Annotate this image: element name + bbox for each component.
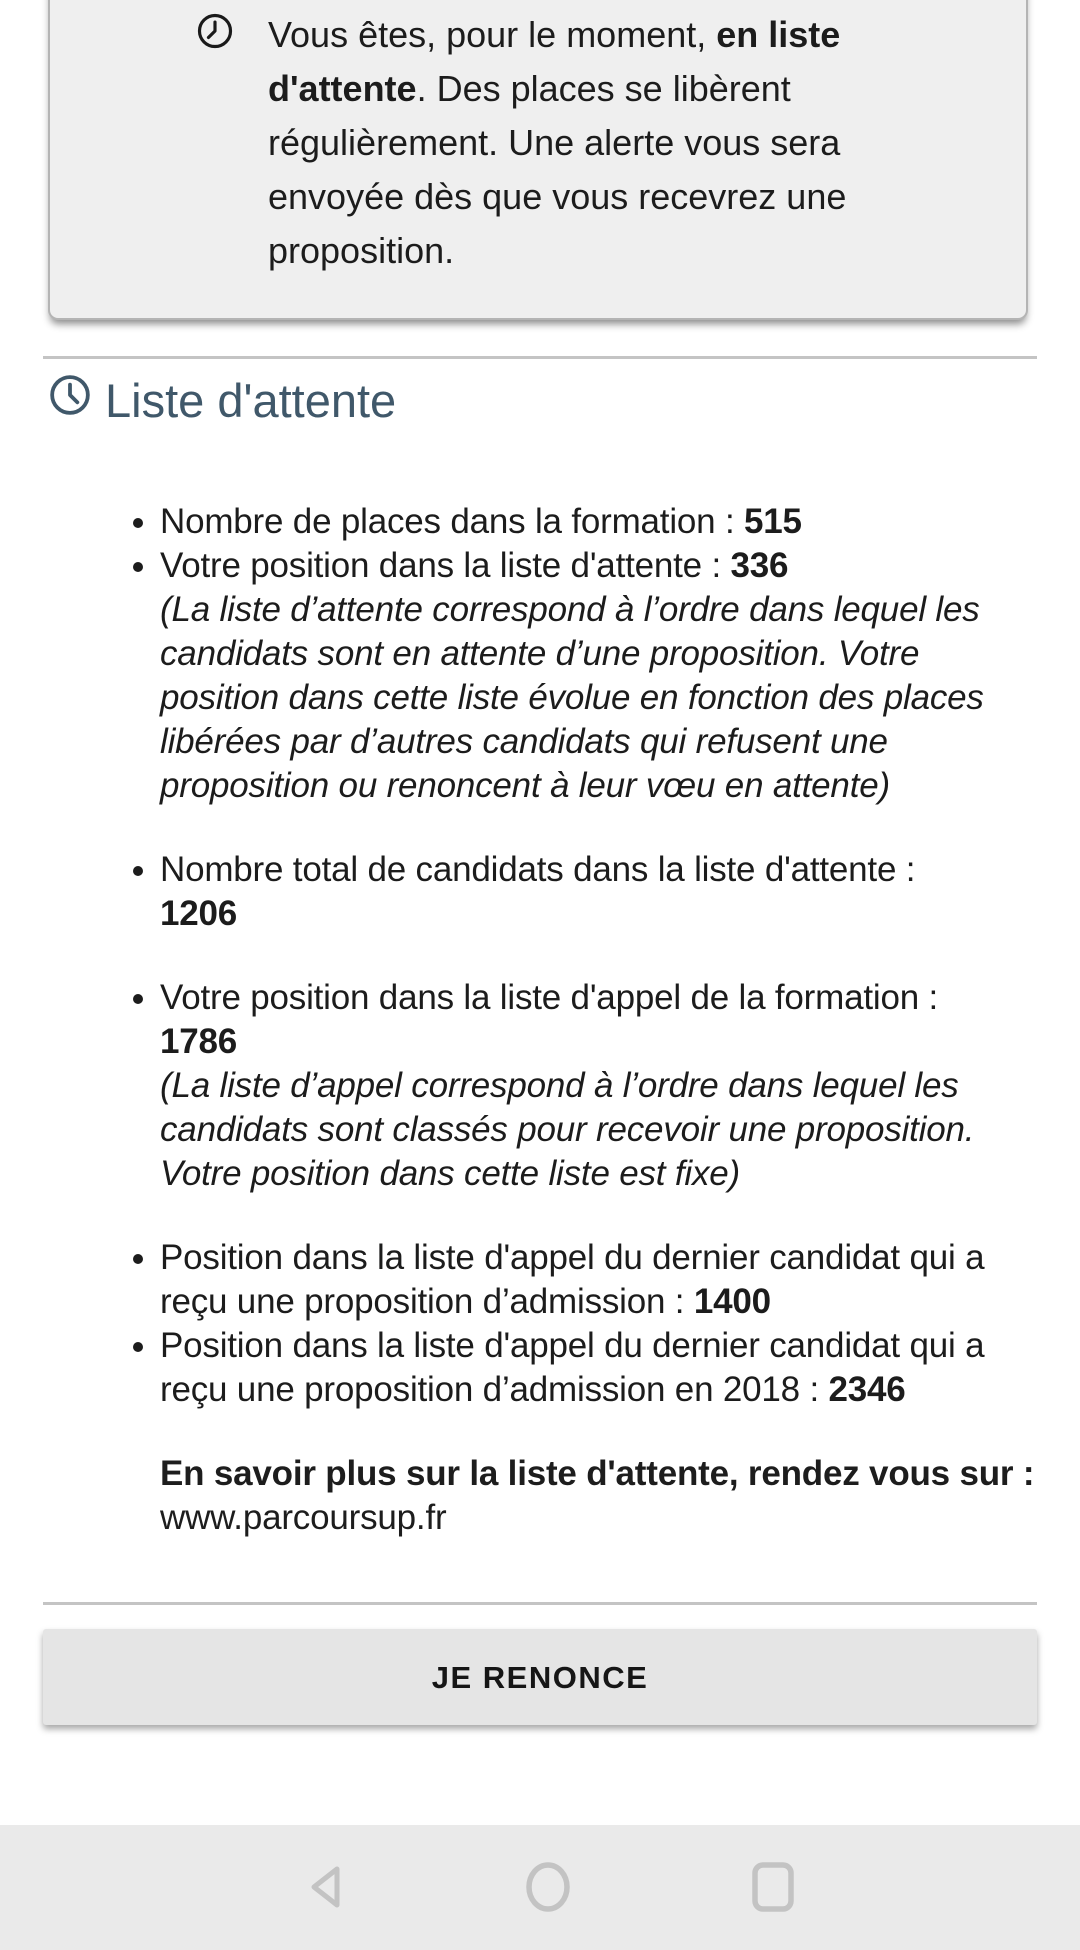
list-item-position-appel [160,976,1042,1196]
more-info [160,1452,1042,1540]
list-item-total-candidats [160,848,1042,936]
footer-divider [43,1602,1037,1605]
renounce-button[interactable]: JE RENONCE [43,1629,1037,1725]
item-value: 1786 [160,1022,238,1061]
item-note: (La liste d’appel correspond à l’ordre dans lequel les candidats sont classés pour recevoir une proposition. Votre position dans cette liste est fixe) [160,1066,975,1193]
waitlist-alert-card [48,0,1028,320]
list-item-dernier-candidat [160,1236,1042,1324]
alert-message-bold: en liste d'attente [268,14,841,109]
waitlist-details-list [45,500,1042,1412]
back-icon [299,1858,357,1916]
section-divider-top [43,356,1037,359]
waitlist-details [0,500,1080,1540]
item-value: 1400 [693,1282,771,1321]
item-value: 1206 [160,894,238,933]
alert-message-end: . Des places se libèrent régulièrement. Une alerte vous sera envoyée dès que vous recevrez une proposition. [268,68,847,271]
item-label: Nombre total de candidats dans la liste d'attente : [160,850,916,889]
alert-content [80,8,996,278]
item-value: 515 [744,502,802,541]
item-label: Nombre de places dans la formation : [160,502,745,541]
page-title: Liste d'attente [105,374,397,427]
home-button[interactable] [519,1858,577,1916]
clock-icon [196,12,234,278]
parcoursup-url: www.parcoursup.fr [160,1498,447,1537]
more-info-label: En savoir plus sur la liste d'attente, rendez vous sur : [160,1454,1035,1493]
item-label: Votre position dans la liste d'appel de la formation : [160,978,939,1017]
recents-button[interactable] [744,1858,802,1916]
item-label: Position dans la liste d'appel du dernier candidat qui a reçu une proposition d’admission : [160,1238,985,1321]
recents-icon [744,1858,802,1916]
item-value: 2346 [828,1370,906,1409]
android-navbar [0,1825,1080,1950]
alert-message-start: Vous êtes, pour le moment, [268,14,717,55]
section-header [48,373,1035,428]
list-item-dernier-candidat-2018 [160,1324,1042,1412]
alert-message [268,8,880,278]
item-label: Position dans la liste d'appel du dernier candidat qui a reçu une proposition d’admission en 2018 : [160,1326,985,1409]
list-item-places [160,500,1042,544]
item-value: 336 [730,546,789,585]
item-label: Votre position dans la liste d'attente : [160,546,731,585]
home-icon [519,1858,577,1916]
list-item-position-attente [160,544,1042,808]
item-note: (La liste d’attente correspond à l’ordre dans lequel les candidats sont en attente d’une proposition. Votre position dans cette liste évolue en fonction des places libérées par d’autres candidats qui refusent une proposition ou renoncent à leur vœu en attente) [160,590,984,805]
clock-icon [48,373,92,428]
back-button[interactable] [299,1858,357,1916]
